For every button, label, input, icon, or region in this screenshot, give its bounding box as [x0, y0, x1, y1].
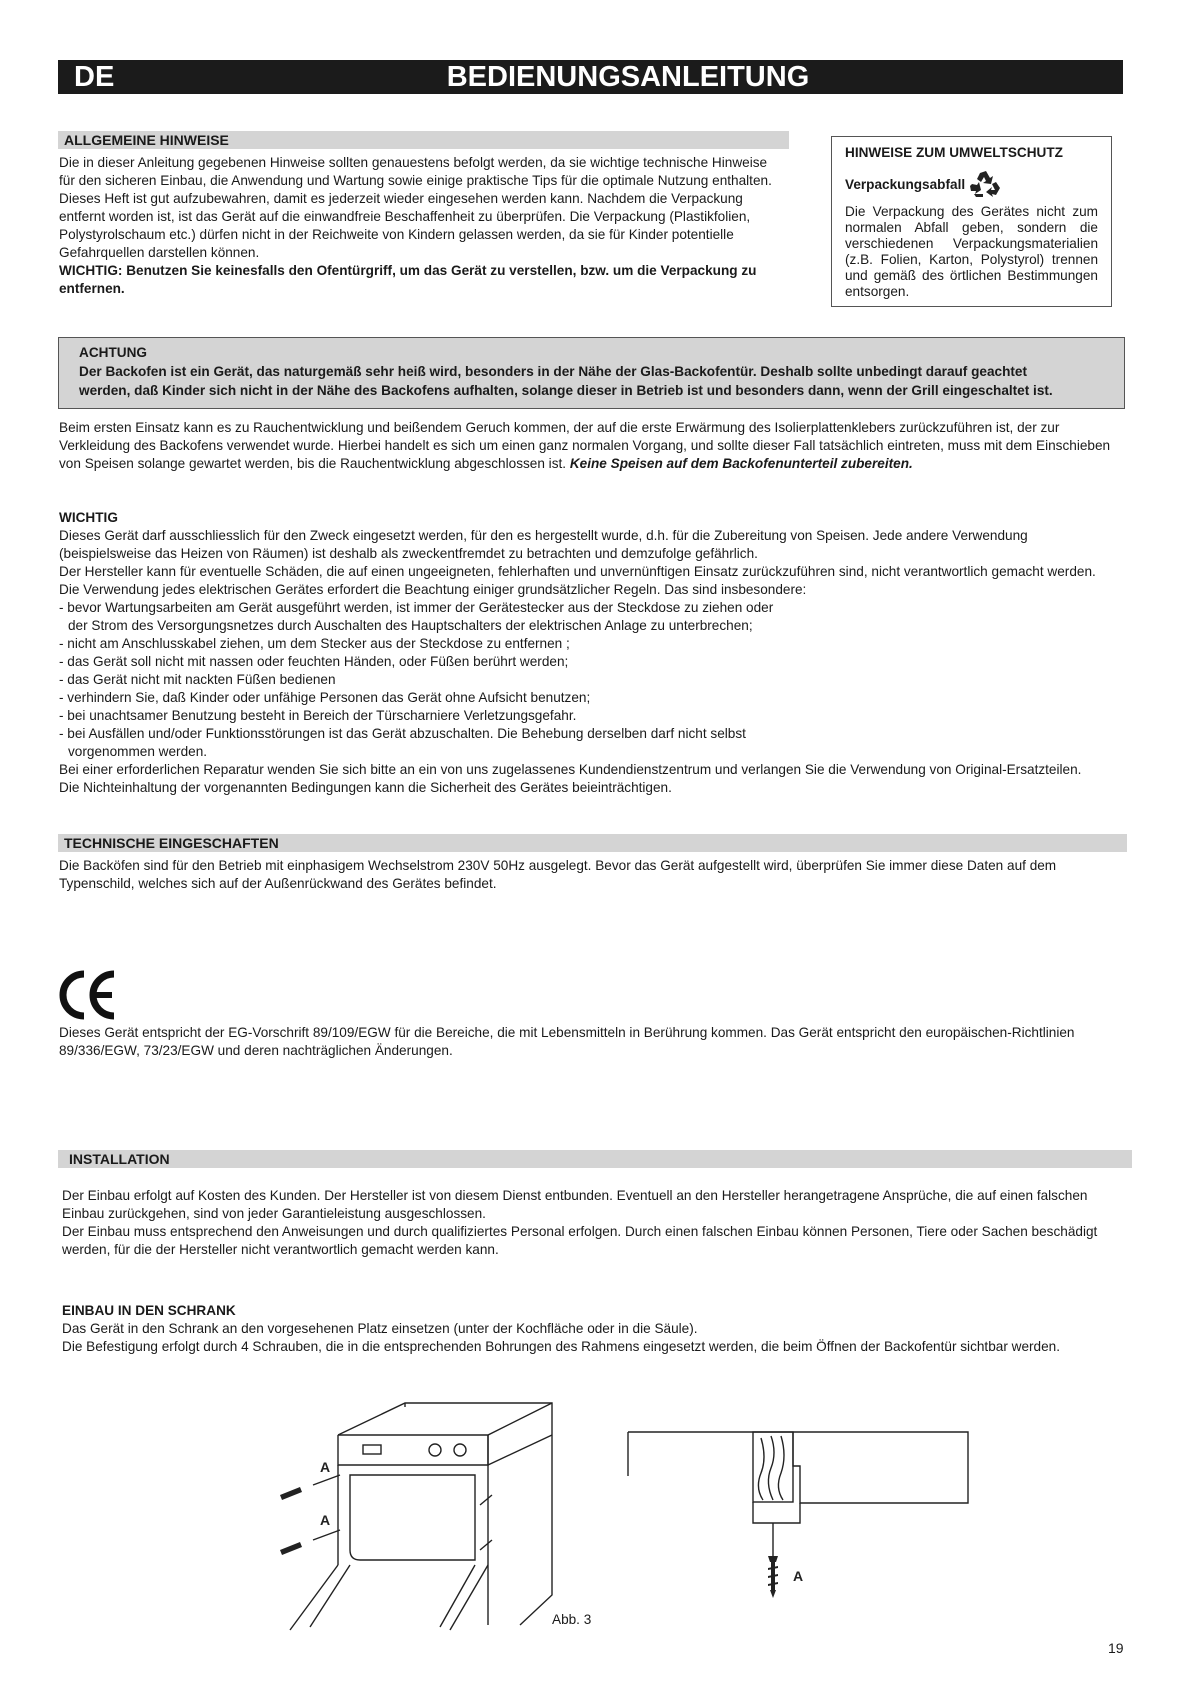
- emphasis-text: Keine Speisen auf dem Backofenunterteil zubereiten.: [569, 456, 913, 471]
- warning-line: Der Backofen ist ein Gerät, das naturgemäß sehr heiß wird, besonders in der Nähe der Glas-Backofentür. Deshalb sollte unbedingt darauf geachtet: [79, 364, 1028, 379]
- screw-label-a: A: [320, 1512, 331, 1528]
- list-item: - bei unachtsamer Benutzung besteht in Bereich der Türscharniere Verletzungsgefahr.: [59, 708, 577, 723]
- text-line: Die in dieser Anleitung gegebenen Hinweise sollten genauestens befolgt werden, da sie wichtige technische Hinweise: [59, 155, 768, 170]
- text-line: Der Einbau erfolgt auf Kosten des Kunden. Der Hersteller ist von diesem Dienst entbunden. Eventuell an den Hersteller herangetragene Ansprüche, die auf einen falschen: [62, 1188, 1088, 1203]
- text-line: Das Gerät in den Schrank an den vorgesehenen Platz einsetzen (unter der Kochfläche oder in die Säule).: [62, 1321, 698, 1336]
- text-line: Die Verwendung jedes elektrischen Gerätes erfordert die Beachtung einiger grundsätzlicher Regeln. Das sind insbesondere:: [59, 582, 807, 597]
- list-item: - das Gerät nicht mit nackten Füßen bedienen: [59, 672, 336, 687]
- text-line: Einbau zurückgehen, sind von jeder Garantieleistung ausgeschlossen.: [62, 1206, 486, 1221]
- general-text: [59, 154, 794, 298]
- text-line: Dieses Heft ist gut aufzubewahren, damit es jederzeit wieder eingesehen werden kann. Nachdem die Verpackung: [59, 191, 743, 206]
- screw-label-a: A: [793, 1568, 804, 1584]
- important-section: [59, 509, 1129, 797]
- text-line: entfernen.: [59, 281, 125, 296]
- page-header: [58, 60, 1123, 94]
- oven-installation-drawing: [270, 1395, 570, 1635]
- list-item: der Strom des Versorgungsnetzes durch Auschalten des Hauptschalters der elektrischen Anlage zu unterbrechen;: [68, 618, 753, 633]
- list-item: - verhindern Sie, daß Kinder oder unfähige Personen das Gerät ohne Aufsicht benutzen;: [59, 690, 591, 705]
- warning-box: [58, 337, 1125, 409]
- text-line: Die Backöfen sind für den Betrieb mit einphasigem Wechselstrom 230V 50Hz ausgelegt. Bevor das Gerät aufgestellt wird, überprüfen Sie immer diese Daten auf dem: [59, 858, 1057, 873]
- text-line: Dieses Gerät entspricht der EG-Vorschrift 89/109/EGW für die Bereiche, die mit Lebensmitteln in Berührung kommen. Das Gerät entspricht den europäischen-Richtlinien: [59, 1025, 1075, 1040]
- text-line: Die Befestigung erfolgt durch 4 Schrauben, die in die entsprechenden Bohrungen des Rahmens eingesetzt werden, die beim Öffnen der Backofentür sichtbar werden.: [62, 1339, 1060, 1354]
- text-line: WICHTIG: Benutzen Sie keinesfalls den Ofentürgriff, um das Gerät zu verstellen, bzw. um die Verpackung zu: [59, 263, 757, 278]
- figure-caption: Abb. 3: [552, 1612, 592, 1627]
- text-line: werden, für die der Hersteller nicht verantwortlich gemacht werden kann.: [62, 1242, 499, 1257]
- text-line: Verkleidung des Backofens verwendet wurde. Hierbei handelt es sich um einen ganz normalen Vorgang, und sollte dieser Fall tatsächlich eintreten, muss mit dem Einschieben: [59, 438, 1111, 453]
- environment-text: Die Verpackung des Gerätes nicht zum normalen Abfall geben, sondern die verschiedenen Verpackungsmaterialien (z.B. Folien, Karton, Polystyrol) trennen und gemäß des örtlichen Bestimmungen entsorgen.: [845, 204, 1098, 299]
- installation-text: [62, 1187, 1130, 1259]
- text-line: Dieses Gerät darf ausschliesslich für den Zweck eingesetzt werden, für den es hergestellt wurde, d.h. für die Zubereitung von Speisen. Jede andere Verwendung: [59, 528, 1028, 543]
- cabinet-fixing-drawing: [625, 1428, 970, 1608]
- environment-heading: HINWEISE ZUM UMWELTSCHUTZ: [845, 145, 1063, 160]
- list-item: vorgenommen werden.: [68, 744, 208, 759]
- text-line: Die Nichteinhaltung der vorgenannten Bedingungen kann die Sicherheit des Gerätes beieinträchtigen.: [59, 780, 672, 795]
- list-item: - bei Ausfällen und/oder Funktionsstörungen ist das Gerät abzuschalten. Die Behebung derselben darf nicht selbst: [59, 726, 746, 741]
- warning-line: werden, daß Kinder sich nicht in der Nähe des Backofens aufhalten, solange dieser in Betrieb ist und besonders dann, wenn der Grill eingeschaltet ist.: [79, 383, 1053, 398]
- section-heading-general: ALLGEMEINE HINWEISE: [58, 131, 789, 149]
- ce-text: [59, 1024, 1129, 1060]
- environment-box: [831, 136, 1112, 307]
- text-line: (beispielsweise das Heizen von Räumen) ist deshalb als zweckentfremdet zu betrachten und demzufolge gefährlich.: [59, 546, 758, 561]
- recycle-icon: [968, 170, 1002, 198]
- section-heading-installation: INSTALLATION: [58, 1150, 1132, 1168]
- warning-title: ACHTUNG: [79, 345, 147, 360]
- text-line: Polystyrolschaum etc.) dürfen nicht in der Reichweite von Kindern gelassen werden, da sie für Kinder potentielle: [59, 227, 734, 242]
- text-line: Der Hersteller kann für eventuelle Schäden, die auf einen ungeeigneten, fehlerhaften und unvernünftigen Einsatz zurückzuführen sind, nicht verantwortlich gemacht werden.: [59, 564, 1096, 579]
- text-line: Bei einer erforderlichen Reparatur wenden Sie sich bitte an ein von uns zugelassenes Kundendienstzentrum und verlangen Sie die Verwendung von Original-Ersatzteilen.: [59, 762, 1082, 777]
- text-line: Typenschild, welches sich auf der Außenrückwand des Gerätes befindet.: [59, 876, 497, 891]
- list-item: - bevor Wartungsarbeiten am Gerät ausgeführt werden, ist immer der Gerätestecker aus der Steckdose zu ziehen oder: [59, 600, 774, 615]
- list-item: - nicht am Anschlusskabel ziehen, um dem Stecker aus der Steckdose zu entfernen ;: [59, 636, 570, 651]
- text-line: für den sicheren Einbau, die Anwendung und Wartung sowie einige praktische Tips für die optimale Nutzung enthalten.: [59, 173, 772, 188]
- text-line: 89/336/EGW, 73/23/EGW und deren nachträglichen Änderungen.: [59, 1043, 453, 1058]
- page-title: BEDIENUNGSANLEITUNG: [446, 61, 810, 93]
- page-number: 19: [1108, 1640, 1124, 1656]
- text-line: Beim ersten Einsatz kann es zu Rauchentwicklung und beißendem Geruch kommen, der auf die erste Erwärmung des Isolierplattenklebers zurückzuführen ist, der zur: [59, 420, 1060, 435]
- text-line: Gefahrquellen darstellen können.: [59, 245, 260, 260]
- first-use-text: [59, 419, 1129, 473]
- ce-mark: [58, 970, 118, 1025]
- important-heading: WICHTIG: [59, 510, 118, 525]
- list-item: - das Gerät soll nicht mit nassen oder feuchten Händen, oder Füßen berührt werden;: [59, 654, 569, 669]
- technical-text: [59, 857, 1129, 893]
- environment-subheading-row: [845, 170, 1098, 198]
- screw-label-a: A: [320, 1459, 331, 1475]
- text-span: von Speisen solange gewartet werden, bis die Rauchentwicklung abgeschlossen ist.: [59, 456, 570, 471]
- cabinet-heading: EINBAU IN DEN SCHRANK: [62, 1303, 236, 1318]
- section-heading-technical: TECHNISCHE EINGESCHAFTEN: [58, 834, 1127, 852]
- cabinet-section: [62, 1302, 1130, 1356]
- environment-subheading: Verpackungsabfall: [845, 176, 966, 192]
- text-line: [59, 455, 1129, 473]
- language-code: DE: [74, 61, 115, 93]
- text-line: entfernt worden ist, ist das Gerät auf die einwandfreie Beschaffenheit zu überprüfen. Die Verpackung (Plastikfolien,: [59, 209, 751, 224]
- text-line: Der Einbau muss entsprechend den Anweisungen und durch qualifiziertes Personal erfolgen. Durch einen falschen Einbau können Personen, Tiere oder Sachen beschädigt: [62, 1224, 1098, 1239]
